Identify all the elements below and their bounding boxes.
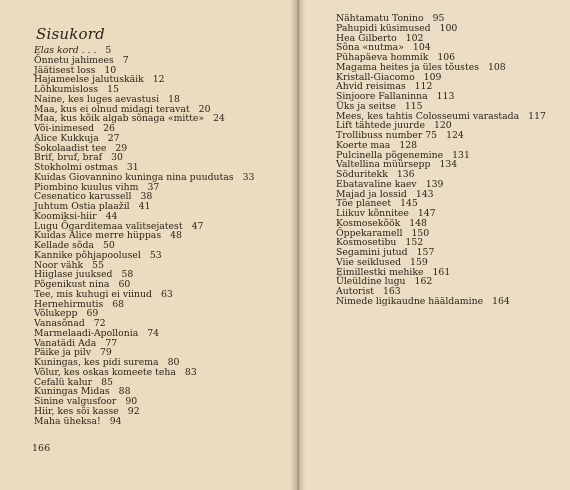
toc-entry-page: 104 xyxy=(412,42,431,54)
toc-entry-page: 95 xyxy=(432,13,445,24)
toc-entry-title: Võlukepp xyxy=(34,308,78,320)
toc-entry-page: 68 xyxy=(112,298,125,310)
toc-entry-title: Kuningas, kes pidi surema xyxy=(34,357,159,368)
toc-entry-page: 50 xyxy=(102,240,115,251)
toc-entry-title: Kuidas Alice merre hüppas xyxy=(34,230,162,242)
toc-entry-title: Magama heites ja üles tõustes xyxy=(336,61,479,73)
toc-entry-title: Õppekaramell xyxy=(336,227,403,239)
toc-entry-title: Koerte maa xyxy=(336,139,391,151)
toc-entry-page: 157 xyxy=(416,247,435,258)
toc-entry-page: 79 xyxy=(99,347,112,359)
toc-entry-title: Põgenikust nina xyxy=(34,279,110,290)
toc-entry-title: Viie seiklused xyxy=(336,256,402,268)
toc-entry-page: 152 xyxy=(405,237,424,249)
toc-entry-page: 102 xyxy=(405,32,424,44)
toc-entry-page: 26 xyxy=(103,123,115,134)
toc-entry-page: 10 xyxy=(104,64,117,76)
toc-entry-page: 12 xyxy=(152,74,165,86)
toc-entry-page: 18 xyxy=(168,93,180,105)
toc-entry-title: Hernehirmutis xyxy=(34,298,104,310)
toc-entry-page: 131 xyxy=(452,149,470,161)
toc-entry-title: Lugu Õgarditemaa valitsejatest xyxy=(34,220,183,232)
page-number: 166 xyxy=(32,443,51,454)
toc-entry-page: 145 xyxy=(400,198,418,210)
toc-entry-title: Marmelaadi-Apollonia xyxy=(34,327,139,339)
toc-entry-page: 63 xyxy=(160,288,173,300)
toc-entry-page: 47 xyxy=(191,220,204,232)
toc-entry-title: Sinine valgusfoor xyxy=(34,396,117,407)
toc-entry-title: Tee, mis kuhugi ei viinud xyxy=(34,288,152,300)
toc-entry xyxy=(336,297,568,307)
toc-entry-page: 38 xyxy=(140,191,153,203)
toc-entry-title: Sõna «nutma» xyxy=(336,42,404,54)
toc-entry-title: Autorist xyxy=(336,286,374,297)
toc-entry-page: 150 xyxy=(411,227,430,239)
toc-entry-title: Kannike põhjapoolusel xyxy=(34,249,141,261)
toc-entry-page: 33 xyxy=(242,171,255,183)
toc-entry-title: Võlur, kes oskas komeete teha xyxy=(34,366,176,378)
toc-entry-title: Või-inimesed xyxy=(34,123,95,134)
toc-entry-page: 115 xyxy=(404,100,423,112)
toc-entry-title: Trollibuss number 75 xyxy=(336,130,438,141)
toc-entry-title: Sinjoore Fallaninna xyxy=(336,91,428,102)
toc-entry-title: Liikuv kõnnitee xyxy=(336,208,409,219)
toc-entry-page: 128 xyxy=(399,139,418,151)
toc-entry-page: 83 xyxy=(184,366,197,378)
toc-entry-page: 77 xyxy=(105,337,118,349)
toc-entry-page: 164 xyxy=(492,295,510,307)
toc-entry-page: 134 xyxy=(439,159,458,171)
toc-entry-title: Eimillestki mehike xyxy=(336,266,424,278)
toc-list-left xyxy=(34,46,296,426)
toc-entry-title: Lõhkumisloss xyxy=(34,84,99,95)
toc-entry-title: Segamini jutud xyxy=(336,247,408,258)
toc-entry-title: Nimede ligikaudne hääldamine xyxy=(336,295,484,307)
toc-entry-title: Õnnetu jahimees xyxy=(34,54,114,66)
toc-entry-page: 162 xyxy=(414,276,433,288)
toc-entry-page: 55 xyxy=(92,259,104,271)
toc-entry-page: 20 xyxy=(198,103,211,115)
toc-entry-page: 124 xyxy=(446,130,464,141)
toc-entry-page: 80 xyxy=(167,357,180,368)
toc-entry-title: Kristall-Giacomo xyxy=(336,71,415,83)
toc-entry-title: Koomiksi-hiir xyxy=(34,210,97,222)
toc-entry-title: Üleüldine lugu xyxy=(336,276,406,288)
toc-entry-title: Mees, kes tahtis Colosseumi varastada xyxy=(336,110,520,122)
toc-entry-page: 29 xyxy=(115,142,128,154)
toc-entry-title: Hajameelse jalutuskäik xyxy=(34,74,144,86)
right-page xyxy=(298,0,570,490)
toc-entry-title: Kosmosekõök xyxy=(336,217,401,229)
toc-entry-title: Stokholmi ostmas xyxy=(34,162,118,173)
toc-entry-title: Cefalü kalur xyxy=(34,376,93,388)
toc-entry-page: 148 xyxy=(409,217,427,229)
toc-entry-title: Vanatädi Ada xyxy=(34,337,97,349)
toc-entry-page: 147 xyxy=(417,208,436,219)
toc-entry-page: 136 xyxy=(396,169,415,180)
toc-entry-page: 100 xyxy=(439,22,458,34)
toc-entry-page: 69 xyxy=(86,308,99,320)
toc-entry-title: Nähtamatu Tonino xyxy=(336,13,424,24)
toc-entry-page: 106 xyxy=(437,52,456,63)
toc-entry-page: 90 xyxy=(125,396,138,407)
toc-entry-title: Üks ja seitse xyxy=(336,100,396,112)
toc-entry-page: 53 xyxy=(149,249,162,261)
toc-entry-page: 159 xyxy=(410,256,428,268)
toc-entry-page: 7 xyxy=(122,54,129,66)
toc-entry-page: 58 xyxy=(121,269,134,281)
toc-entry-title: Tõe planeet xyxy=(336,198,392,210)
toc-entry-page: 117 xyxy=(528,110,546,122)
toc-entry-title: Elas kord . . . xyxy=(34,45,97,56)
toc-entry-page: 41 xyxy=(138,201,151,212)
toc-entry-title: Jäätisest loss xyxy=(34,64,96,76)
toc-entry-page: 120 xyxy=(433,120,452,132)
toc-entry-title: Alice Kukkuja xyxy=(34,132,99,144)
toc-entry-page: 48 xyxy=(170,230,182,242)
toc-entry-page: 163 xyxy=(382,286,401,297)
toc-entry-page: 143 xyxy=(415,188,434,200)
toc-entry-page: 85 xyxy=(101,376,113,388)
toc-entry-title: Hiiglase juuksed xyxy=(34,269,113,281)
toc-entry-title: Noor vähk xyxy=(34,259,84,271)
toc-entry-title: Naine, kes luges aevastusi xyxy=(34,93,160,105)
toc-entry-title: Hiir, kes sõi kasse xyxy=(34,405,119,417)
toc-entry xyxy=(34,417,296,427)
toc-entry-title: Vanasõnad xyxy=(34,318,85,329)
toc-entry-title: Kellade sõda xyxy=(34,240,94,251)
toc-entry-page: 44 xyxy=(105,210,118,222)
toc-entry-title: Maa, kus kõik algab sõnaga «mitte» xyxy=(34,113,205,125)
toc-entry-page: 74 xyxy=(147,327,160,339)
toc-entry-title: Maa, kus ei olnud midagi teravat xyxy=(34,103,190,115)
toc-entry-page: 30 xyxy=(111,152,123,164)
toc-title: Sisukord xyxy=(36,25,105,43)
toc-entry-title: Valtellina müürsepp xyxy=(336,159,431,171)
toc-entry-page: 60 xyxy=(118,279,131,290)
toc-entry-title: Šokolaadist tee xyxy=(34,142,107,154)
toc-entry-title: Pulcinella põgenemine xyxy=(336,149,444,161)
toc-entry-page: 37 xyxy=(147,181,160,193)
toc-entry-page: 161 xyxy=(432,266,451,278)
toc-entry-title: Pühapäeva hommik xyxy=(336,52,429,63)
toc-entry-page: 112 xyxy=(414,81,433,93)
toc-entry-page: 94 xyxy=(109,415,122,427)
toc-entry-title: Ebatavaline kaev xyxy=(336,178,417,190)
toc-entry-page: 15 xyxy=(107,84,119,95)
toc-entry-title: Kuidas Giovannino kuninga nina puudutas xyxy=(34,171,234,183)
toc-entry-title: Cesenatico karussell xyxy=(34,191,132,203)
toc-entry-page: 5 xyxy=(105,45,112,56)
toc-entry-page: 27 xyxy=(107,132,120,144)
toc-entry-page: 92 xyxy=(127,405,140,417)
toc-entry-title: Maha üheksa! xyxy=(34,415,101,427)
toc-entry-title: Juhtum Ostia plaažil xyxy=(34,201,130,212)
toc-entry-page: 24 xyxy=(213,113,225,125)
toc-entry-page: 109 xyxy=(423,71,442,83)
toc-entry-title: Kosmosetibu xyxy=(336,237,397,249)
toc-entry-page: 88 xyxy=(118,386,131,398)
toc-entry-title: Ahvid reisimas xyxy=(336,81,406,93)
toc-entry-title: Kuningas Midas xyxy=(34,386,110,398)
toc-entry-page: 113 xyxy=(436,91,455,102)
toc-entry-title: Lift tähtede juurde xyxy=(336,120,425,132)
toc-entry-title: Söduritekk xyxy=(336,169,388,180)
toc-entry-page: 108 xyxy=(487,61,506,73)
toc-entry-title: Majad ja lossid xyxy=(336,188,407,200)
toc-entry-page: 31 xyxy=(126,162,139,173)
toc-entry-page: 72 xyxy=(93,318,106,329)
toc-list-right xyxy=(336,14,568,307)
toc-entry-title: Piombino kuulus vihm xyxy=(34,181,139,193)
toc-entry-title: Brif, bruf, braf xyxy=(34,152,103,164)
toc-entry-title: Hea Gilberto xyxy=(336,32,397,44)
toc-entry-page: 139 xyxy=(425,178,444,190)
toc-entry-title: Pahupidi küsimused xyxy=(336,22,431,34)
toc-entry-title: Päike ja pilv xyxy=(34,347,91,359)
